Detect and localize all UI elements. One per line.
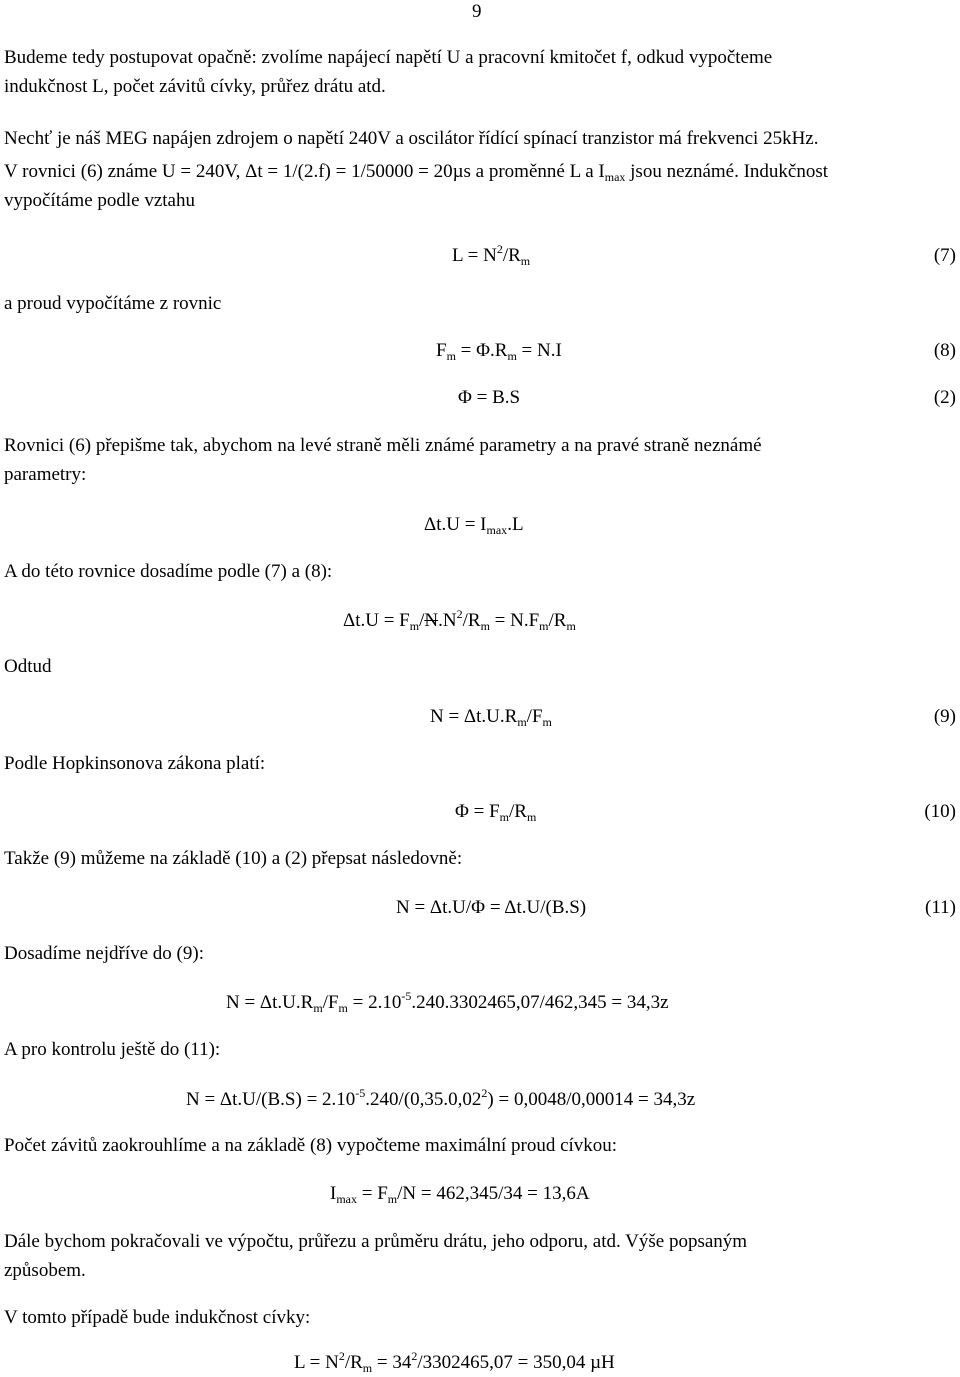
eq-part: ) = 0,0048/0,00014 = 34,3z — [487, 1089, 696, 1110]
equation-number-9: (9) — [933, 706, 956, 727]
eq-part: /N = 462,345/34 = 13,6A — [397, 1183, 590, 1204]
eq-part: /R — [344, 1352, 363, 1373]
superscript: -5 — [401, 989, 412, 1003]
paragraph-parameters-line-1: Nechť je náš MEG napájen zdrojem o napětí 240V a oscilátor řídící spínací tranzistor má frekvenci 25kHz. — [4, 128, 819, 149]
equation-current — [330, 1183, 590, 1206]
superscript: 2 — [456, 607, 463, 621]
eq-part: = 2.10 — [347, 992, 402, 1013]
equation-2: Φ = B.S — [458, 387, 521, 408]
eq-part: = Φ.R — [455, 340, 508, 361]
subscript: m — [507, 349, 517, 363]
eq-part: L = N — [294, 1352, 339, 1373]
subscript: m — [517, 715, 527, 729]
equation-inductance — [294, 1349, 615, 1375]
equation-11: N = Δt.U/Φ = Δt.U/(B.S) — [396, 897, 587, 918]
equation-delta-t-u — [424, 514, 524, 537]
eq-part: Δt.U = I — [424, 514, 487, 535]
equation-10 — [455, 801, 537, 824]
paragraph-intro-line-1: Budeme tedy postupovat opačně: zvolíme napájecí napětí U a pracovní kmitočet f, odkud vypočteme — [4, 47, 773, 68]
equation-7 — [452, 242, 531, 268]
eq-part: Φ = F — [455, 801, 500, 822]
equation-number-8: (8) — [933, 340, 956, 361]
text-run: jsou neznámé. Indukčnost — [625, 161, 829, 182]
eq-part: / — [419, 610, 425, 631]
text-run: t = 1/(2.f) = 1/50000 = 20µs a proměnné L a I — [257, 161, 605, 182]
paragraph-parameters-line-2 — [4, 161, 829, 184]
delta-symbol: Δ — [245, 161, 258, 182]
subscript: m — [362, 1361, 373, 1375]
subscript: m — [539, 619, 549, 633]
equation-9 — [430, 706, 552, 729]
paragraph-rewrite-line-2: parametry: — [4, 464, 87, 485]
subscript: max — [486, 523, 508, 537]
text-run: V rovnici (6) známe U = 240V, — [4, 161, 246, 182]
text-round-turns: Počet závitů zaokrouhlíme a na základě (8) vypočteme maximální proud cívkou: — [4, 1135, 618, 1156]
text-hence: Odtud — [4, 656, 52, 677]
eq-part: = N.F — [489, 610, 540, 631]
superscript: 2 — [411, 1349, 418, 1363]
subscript: m — [313, 1001, 323, 1015]
paragraph-rewrite-line-1: Rovnici (6) přepišme tak, abychom na levé straně měli známé parametry a na pravé straně neznámé — [4, 435, 762, 456]
superscript: -5 — [355, 1086, 366, 1100]
subscript: m — [566, 619, 576, 633]
equation-8 — [436, 340, 562, 363]
eq-part: L = N — [452, 245, 497, 266]
subscript: m — [542, 715, 552, 729]
subscript: m — [387, 1192, 398, 1206]
equation-substituted — [343, 607, 576, 633]
equation-number-7: (7) — [933, 245, 956, 266]
subscript: max — [604, 170, 626, 184]
eq-part: N = Δt.U/(B.S) = 2.10 — [186, 1089, 356, 1110]
equation-calc-11 — [186, 1086, 696, 1110]
text-rewrite-9: Takže (9) můžeme na základě (10) a (2) přepsat následovně: — [4, 848, 463, 869]
equation-number-11: (11) — [925, 897, 956, 918]
eq-part: = N.I — [516, 340, 562, 361]
superscript: 2 — [481, 1086, 488, 1100]
eq-part: /R — [502, 245, 521, 266]
subscript: m — [338, 1001, 348, 1015]
page-number: 9 — [472, 1, 482, 22]
eq-part: .240/(0,35.0,02 — [365, 1089, 482, 1110]
eq-part: .N — [438, 610, 457, 631]
text-hopkinson-law: Podle Hopkinsonova zákona platí: — [4, 753, 266, 774]
eq-part: /F — [526, 706, 543, 727]
equation-number-10: (10) — [924, 801, 956, 822]
paragraph-intro-line-2: indukčnost L, počet závitů cívky, průřez drátu atd. — [4, 76, 386, 97]
eq-part: /R — [509, 801, 527, 822]
subscript: m — [526, 810, 537, 824]
eq-part: /R — [462, 610, 481, 631]
eq-part: /R — [548, 610, 567, 631]
subscript: m — [499, 810, 510, 824]
eq-part: N = Δt.U.R — [430, 706, 518, 727]
superscript: 2 — [496, 242, 503, 256]
eq-part: /F — [322, 992, 339, 1013]
eq-part: = F — [357, 1183, 388, 1204]
subscript: m — [480, 619, 490, 633]
struck-out-n: N — [424, 610, 439, 631]
text-substitute-7-8: A do této rovnice dosadíme podle (7) a (8): — [4, 561, 333, 582]
paragraph-continue-line-2: způsobem. — [4, 1260, 86, 1281]
text-current-equations: a proud vypočítáme z rovnic — [4, 293, 222, 314]
subscript: m — [520, 254, 531, 268]
eq-part: /3302465,07 = 350,04 µH — [417, 1352, 615, 1373]
eq-part: = 34 — [372, 1352, 412, 1373]
text-substitute-9: Dosadíme nejdříve do (9): — [4, 943, 204, 964]
equation-number-2: (2) — [933, 387, 956, 408]
eq-part: .L — [507, 514, 524, 535]
eq-part: Δt.U = F — [343, 610, 410, 631]
eq-part: I — [330, 1183, 337, 1204]
text-inductance-case: V tomto případě bude indukčnost cívky: — [4, 1307, 311, 1328]
eq-part: N = Δt.U.R — [226, 992, 314, 1013]
superscript: 2 — [338, 1349, 345, 1363]
equation-calc-9 — [226, 989, 669, 1015]
subscript: m — [409, 619, 420, 633]
paragraph-continue-line-1: Dále bychom pokračovali ve výpočtu, průřezu a průměru drátu, jeho odporu, atd. Výše popsaným — [4, 1231, 748, 1252]
eq-part: F — [436, 340, 447, 361]
subscript: m — [446, 349, 456, 363]
subscript: max — [336, 1192, 357, 1206]
paragraph-parameters-line-3: vypočítáme podle vztahu — [4, 190, 195, 211]
text-check-11: A pro kontrolu ještě do (11): — [4, 1039, 221, 1060]
eq-part: .240.3302465,07/462,345 = 34,3z — [411, 992, 669, 1013]
